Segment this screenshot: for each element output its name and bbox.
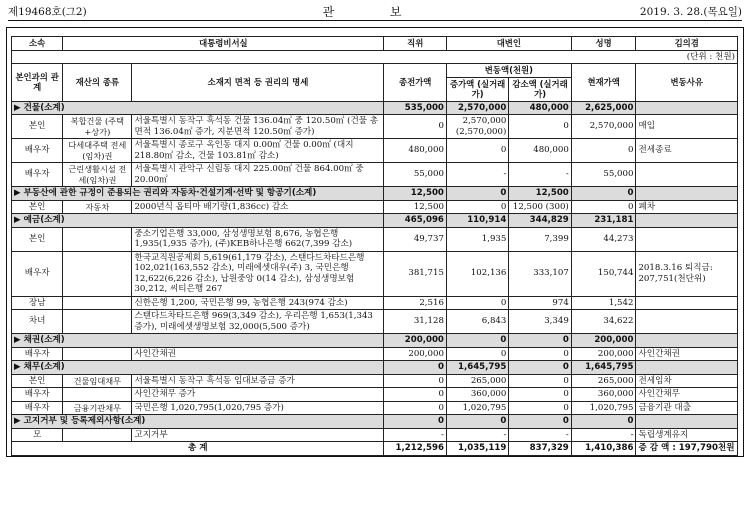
table-row (12, 163, 738, 187)
col-type: 재산의 종류 (63, 64, 132, 102)
relation-cell: 배우자 (12, 163, 63, 187)
reason-cell: 2018.3.16 퇴직금: 207,751(천단위) (636, 251, 738, 296)
decrease-value: 333,107 (509, 251, 571, 296)
relation-cell: 모 (12, 428, 63, 442)
decrease-value: 480,000 (509, 139, 571, 163)
column-header-row-1 (12, 64, 738, 78)
increase-value: 1,020,795 (446, 401, 508, 415)
increase-value: 360,000 (446, 388, 508, 402)
current-value: 0 (571, 415, 636, 429)
col-dec: 감소액 (실거래가) (509, 77, 571, 101)
description-cell: 서울특별시 관악구 신림동 대지 225.00㎡ 건물 864.00㎡ 중 20.00㎡ (132, 163, 384, 187)
prev-value: 200,000 (384, 334, 446, 348)
total-decrease: 837,329 (509, 442, 571, 456)
reason-cell: 폐차 (636, 200, 738, 214)
increase-value: 265,000 (446, 374, 508, 388)
section-subtotal-row (12, 415, 738, 429)
prev-value: 381,715 (384, 251, 446, 296)
section-label: ▶ 건물(소계) (12, 101, 384, 115)
current-value: 2,570,000 (571, 115, 636, 139)
prev-value: 480,000 (384, 139, 446, 163)
decrease-value: - (509, 163, 571, 187)
prev-value: - (384, 428, 446, 442)
section-label: ▶ 채권(소계) (12, 334, 384, 348)
reason-cell: 전세임차 (636, 374, 738, 388)
table-row (12, 310, 738, 334)
total-row (12, 442, 738, 456)
relation-cell: 배우자 (12, 347, 63, 361)
asset-disclosure-frame (6, 27, 744, 457)
decrease-value: 0 (509, 361, 571, 375)
table-row (12, 115, 738, 139)
prev-value: 535,000 (384, 101, 446, 115)
description-cell: 2000년식 옵티마 배기량(1,836cc) 감소 (132, 200, 384, 214)
gazette-title: 관 보 (322, 5, 428, 19)
relation-cell: 배우자 (12, 139, 63, 163)
empty-cell (636, 214, 738, 228)
prev-value: 49,737 (384, 227, 446, 251)
table-row (12, 251, 738, 296)
prev-value: 2,516 (384, 296, 446, 310)
section-label: ▶ 부동산에 관한 규정이 준용되는 권리와 자동차·건설기계·선박 및 항공기(소계) (12, 187, 384, 201)
section-subtotal-row (12, 361, 738, 375)
empty-cell (636, 415, 738, 429)
type-cell (63, 347, 132, 361)
decrease-value: 0 (509, 374, 571, 388)
description-cell: 스탠다드차타드은행 969(3,349 감소), 우리은행 1,653(1,343 증가), 미래에셋생명보험 32,000(5,500 증가) (132, 310, 384, 334)
increase-value: 0 (446, 187, 508, 201)
section-label: ▶ 고지거부 및 등록제외사항(소계) (12, 415, 384, 429)
col-cur: 현재가액 (571, 64, 636, 102)
current-value: 44,273 (571, 227, 636, 251)
description-cell: 신한은행 1,200, 국민은행 99, 농협은행 243(974 감소) (132, 296, 384, 310)
reason-cell: 사인간채무 (636, 388, 738, 402)
current-value: - (571, 428, 636, 442)
type-cell (63, 388, 132, 402)
relation-cell: 본인 (12, 115, 63, 139)
relation-cell: 배우자 (12, 401, 63, 415)
decrease-value: 0 (509, 388, 571, 402)
name-label: 성명 (571, 37, 636, 51)
section-label: ▶ 채무(소계) (12, 361, 384, 375)
current-value: 34,622 (571, 310, 636, 334)
issue-number: 제19468호(그2) (8, 6, 87, 18)
description-cell: 한국교직원공제회 5,619(61,179 감소), 스탠다드차타드은행 102,021(163,552 감소), 미래에셋대우(주) 3, 국민은행 12,622(6,226 감소), 납원중앙 0(14 감소), 삼성생명보험 30,212, 씨티은행 267 (132, 251, 384, 296)
prev-value: 0 (384, 115, 446, 139)
total-increase: 1,035,119 (446, 442, 508, 456)
increase-value: 1,645,795 (446, 361, 508, 375)
current-value: 231,181 (571, 214, 636, 228)
current-value: 55,000 (571, 163, 636, 187)
empty-cell (636, 361, 738, 375)
unit-row (12, 50, 738, 64)
decrease-value: 0 (509, 415, 571, 429)
relation-cell: 배우자 (12, 251, 63, 296)
type-cell: 건물임대채무 (63, 374, 132, 388)
col-inc: 증가액 (실거래가) (446, 77, 508, 101)
position-label: 직위 (384, 37, 446, 51)
empty-cell (636, 101, 738, 115)
decrease-value: 7,399 (509, 227, 571, 251)
increase-value: 110,914 (446, 214, 508, 228)
reason-cell: 독립생계유지 (636, 428, 738, 442)
empty-cell (636, 187, 738, 201)
decrease-value: - (509, 428, 571, 442)
reason-cell: 사인간채권 (636, 347, 738, 361)
decrease-value: 0 (509, 401, 571, 415)
reason-cell (636, 163, 738, 187)
table-row (12, 227, 738, 251)
reason-cell: 금융기관 대출 (636, 401, 738, 415)
increase-value: 102,136 (446, 251, 508, 296)
description-cell: 고지거부 (132, 428, 384, 442)
total-change-note: 증 감 액 : 197,790천원 (636, 442, 738, 456)
section-subtotal-row (12, 214, 738, 228)
current-value: 0 (571, 187, 636, 201)
unit-note: (단위 : 천원) (12, 50, 738, 64)
prev-value: 55,000 (384, 163, 446, 187)
current-value: 1,645,795 (571, 361, 636, 375)
total-prev: 1,212,596 (384, 442, 446, 456)
current-value: 200,000 (571, 334, 636, 348)
col-change: 변동액(천원) (446, 64, 571, 78)
current-value: 2,625,000 (571, 101, 636, 115)
type-cell (63, 296, 132, 310)
reason-cell (636, 227, 738, 251)
prev-value: 465,096 (384, 214, 446, 228)
type-cell: 근린생활시설 전세(임차)권 (63, 163, 132, 187)
increase-value: 0 (446, 139, 508, 163)
decrease-value: 12,500 (300) (509, 200, 571, 214)
type-cell (63, 251, 132, 296)
affiliation-label: 소속 (12, 37, 63, 51)
table-row (12, 200, 738, 214)
gazette-header (0, 0, 750, 22)
type-cell: 자동차 (63, 200, 132, 214)
type-cell (63, 428, 132, 442)
type-cell: 다세대주택 전세(임차)권 (63, 139, 132, 163)
decrease-value: 974 (509, 296, 571, 310)
header-rule (8, 20, 742, 21)
current-value: 200,000 (571, 347, 636, 361)
current-value: 150,744 (571, 251, 636, 296)
description-cell: 중소기업은행 33,000, 삼성생명보험 8,676, 농협은행 1,935(1,935 증가), (주)KEB하나은행 662(7,399 감소) (132, 227, 384, 251)
total-current: 1,410,386 (571, 442, 636, 456)
increase-value: - (446, 428, 508, 442)
current-value: 0 (571, 200, 636, 214)
table-row (12, 139, 738, 163)
decrease-value: 480,000 (509, 101, 571, 115)
prev-value: 0 (384, 388, 446, 402)
reason-cell: 매입 (636, 115, 738, 139)
col-relation: 본인과의 관계 (12, 64, 63, 102)
increase-value: 2,570,000 (2,570,000) (446, 115, 508, 139)
type-cell (63, 227, 132, 251)
relation-cell: 본인 (12, 200, 63, 214)
name-value: 김의겸 (636, 37, 738, 51)
position-value: 대변인 (446, 37, 571, 51)
description-cell: 서울특별시 동작구 흑석동 임대보증금 증가 (132, 374, 384, 388)
owner-row (12, 37, 738, 51)
col-reason: 변동사유 (636, 64, 738, 102)
reason-cell (636, 296, 738, 310)
table-row (12, 428, 738, 442)
prev-value: 0 (384, 401, 446, 415)
col-desc: 소재지 면적 등 권리의 명세 (132, 64, 384, 102)
increase-value: 1,935 (446, 227, 508, 251)
prev-value: 12,500 (384, 200, 446, 214)
relation-cell: 배우자 (12, 388, 63, 402)
decrease-value: 3,349 (509, 310, 571, 334)
relation-cell: 본인 (12, 227, 63, 251)
prev-value: 31,128 (384, 310, 446, 334)
table-row (12, 401, 738, 415)
current-value: 1,542 (571, 296, 636, 310)
current-value: 265,000 (571, 374, 636, 388)
type-cell (63, 310, 132, 334)
prev-value: 0 (384, 374, 446, 388)
decrease-value: 0 (509, 115, 571, 139)
description-cell: 국민은행 1,020,795(1,020,795 증가) (132, 401, 384, 415)
empty-cell (636, 334, 738, 348)
description-cell: 사인간채무 증가 (132, 388, 384, 402)
increase-value: 0 (446, 334, 508, 348)
relation-cell: 차녀 (12, 310, 63, 334)
decrease-value: 0 (509, 334, 571, 348)
relation-cell: 본인 (12, 374, 63, 388)
prev-value: 200,000 (384, 347, 446, 361)
increase-value: 0 (446, 415, 508, 429)
decrease-value: 344,829 (509, 214, 571, 228)
decrease-value: 0 (509, 347, 571, 361)
description-cell: 서울특별시 종로구 옥인동 대지 0.00㎡ 건물 0.00㎡ (대지 218.80㎡ 감소, 건물 103.81㎡ 감소) (132, 139, 384, 163)
description-cell: 사인간채권 (132, 347, 384, 361)
current-value: 1,020,795 (571, 401, 636, 415)
reason-cell (636, 310, 738, 334)
prev-value: 12,500 (384, 187, 446, 201)
increase-value: 0 (446, 200, 508, 214)
table-row (12, 388, 738, 402)
total-label: 총 계 (12, 442, 384, 456)
table-row (12, 296, 738, 310)
reason-cell: 전세종료 (636, 139, 738, 163)
table-row (12, 347, 738, 361)
type-cell: 복합건물 (주택+상가) (63, 115, 132, 139)
decrease-value: 12,500 (509, 187, 571, 201)
section-subtotal-row (12, 334, 738, 348)
increase-value: - (446, 163, 508, 187)
relation-cell: 장남 (12, 296, 63, 310)
col-prev: 종전가액 (384, 64, 446, 102)
type-cell: 금융기관채무 (63, 401, 132, 415)
prev-value: 0 (384, 415, 446, 429)
prev-value: 0 (384, 361, 446, 375)
increase-value: 2,570,000 (446, 101, 508, 115)
current-value: 360,000 (571, 388, 636, 402)
current-value: 0 (571, 139, 636, 163)
description-cell: 서울특별시 동작구 흑석동 건물 136.04㎡ 중 120.50㎡ (건물 총면적 136.04㎡ 증가, 지분면적 120.50㎡ 증가) (132, 115, 384, 139)
section-subtotal-row (12, 187, 738, 201)
issue-date: 2019. 3. 28.(목요일) (639, 6, 742, 18)
increase-value: 6,843 (446, 310, 508, 334)
increase-value: 0 (446, 296, 508, 310)
asset-table (11, 36, 738, 456)
increase-value: 0 (446, 347, 508, 361)
table-row (12, 374, 738, 388)
affiliation-value: 대통령비서실 (63, 37, 384, 51)
section-label: ▶ 예금(소계) (12, 214, 384, 228)
section-subtotal-row (12, 101, 738, 115)
